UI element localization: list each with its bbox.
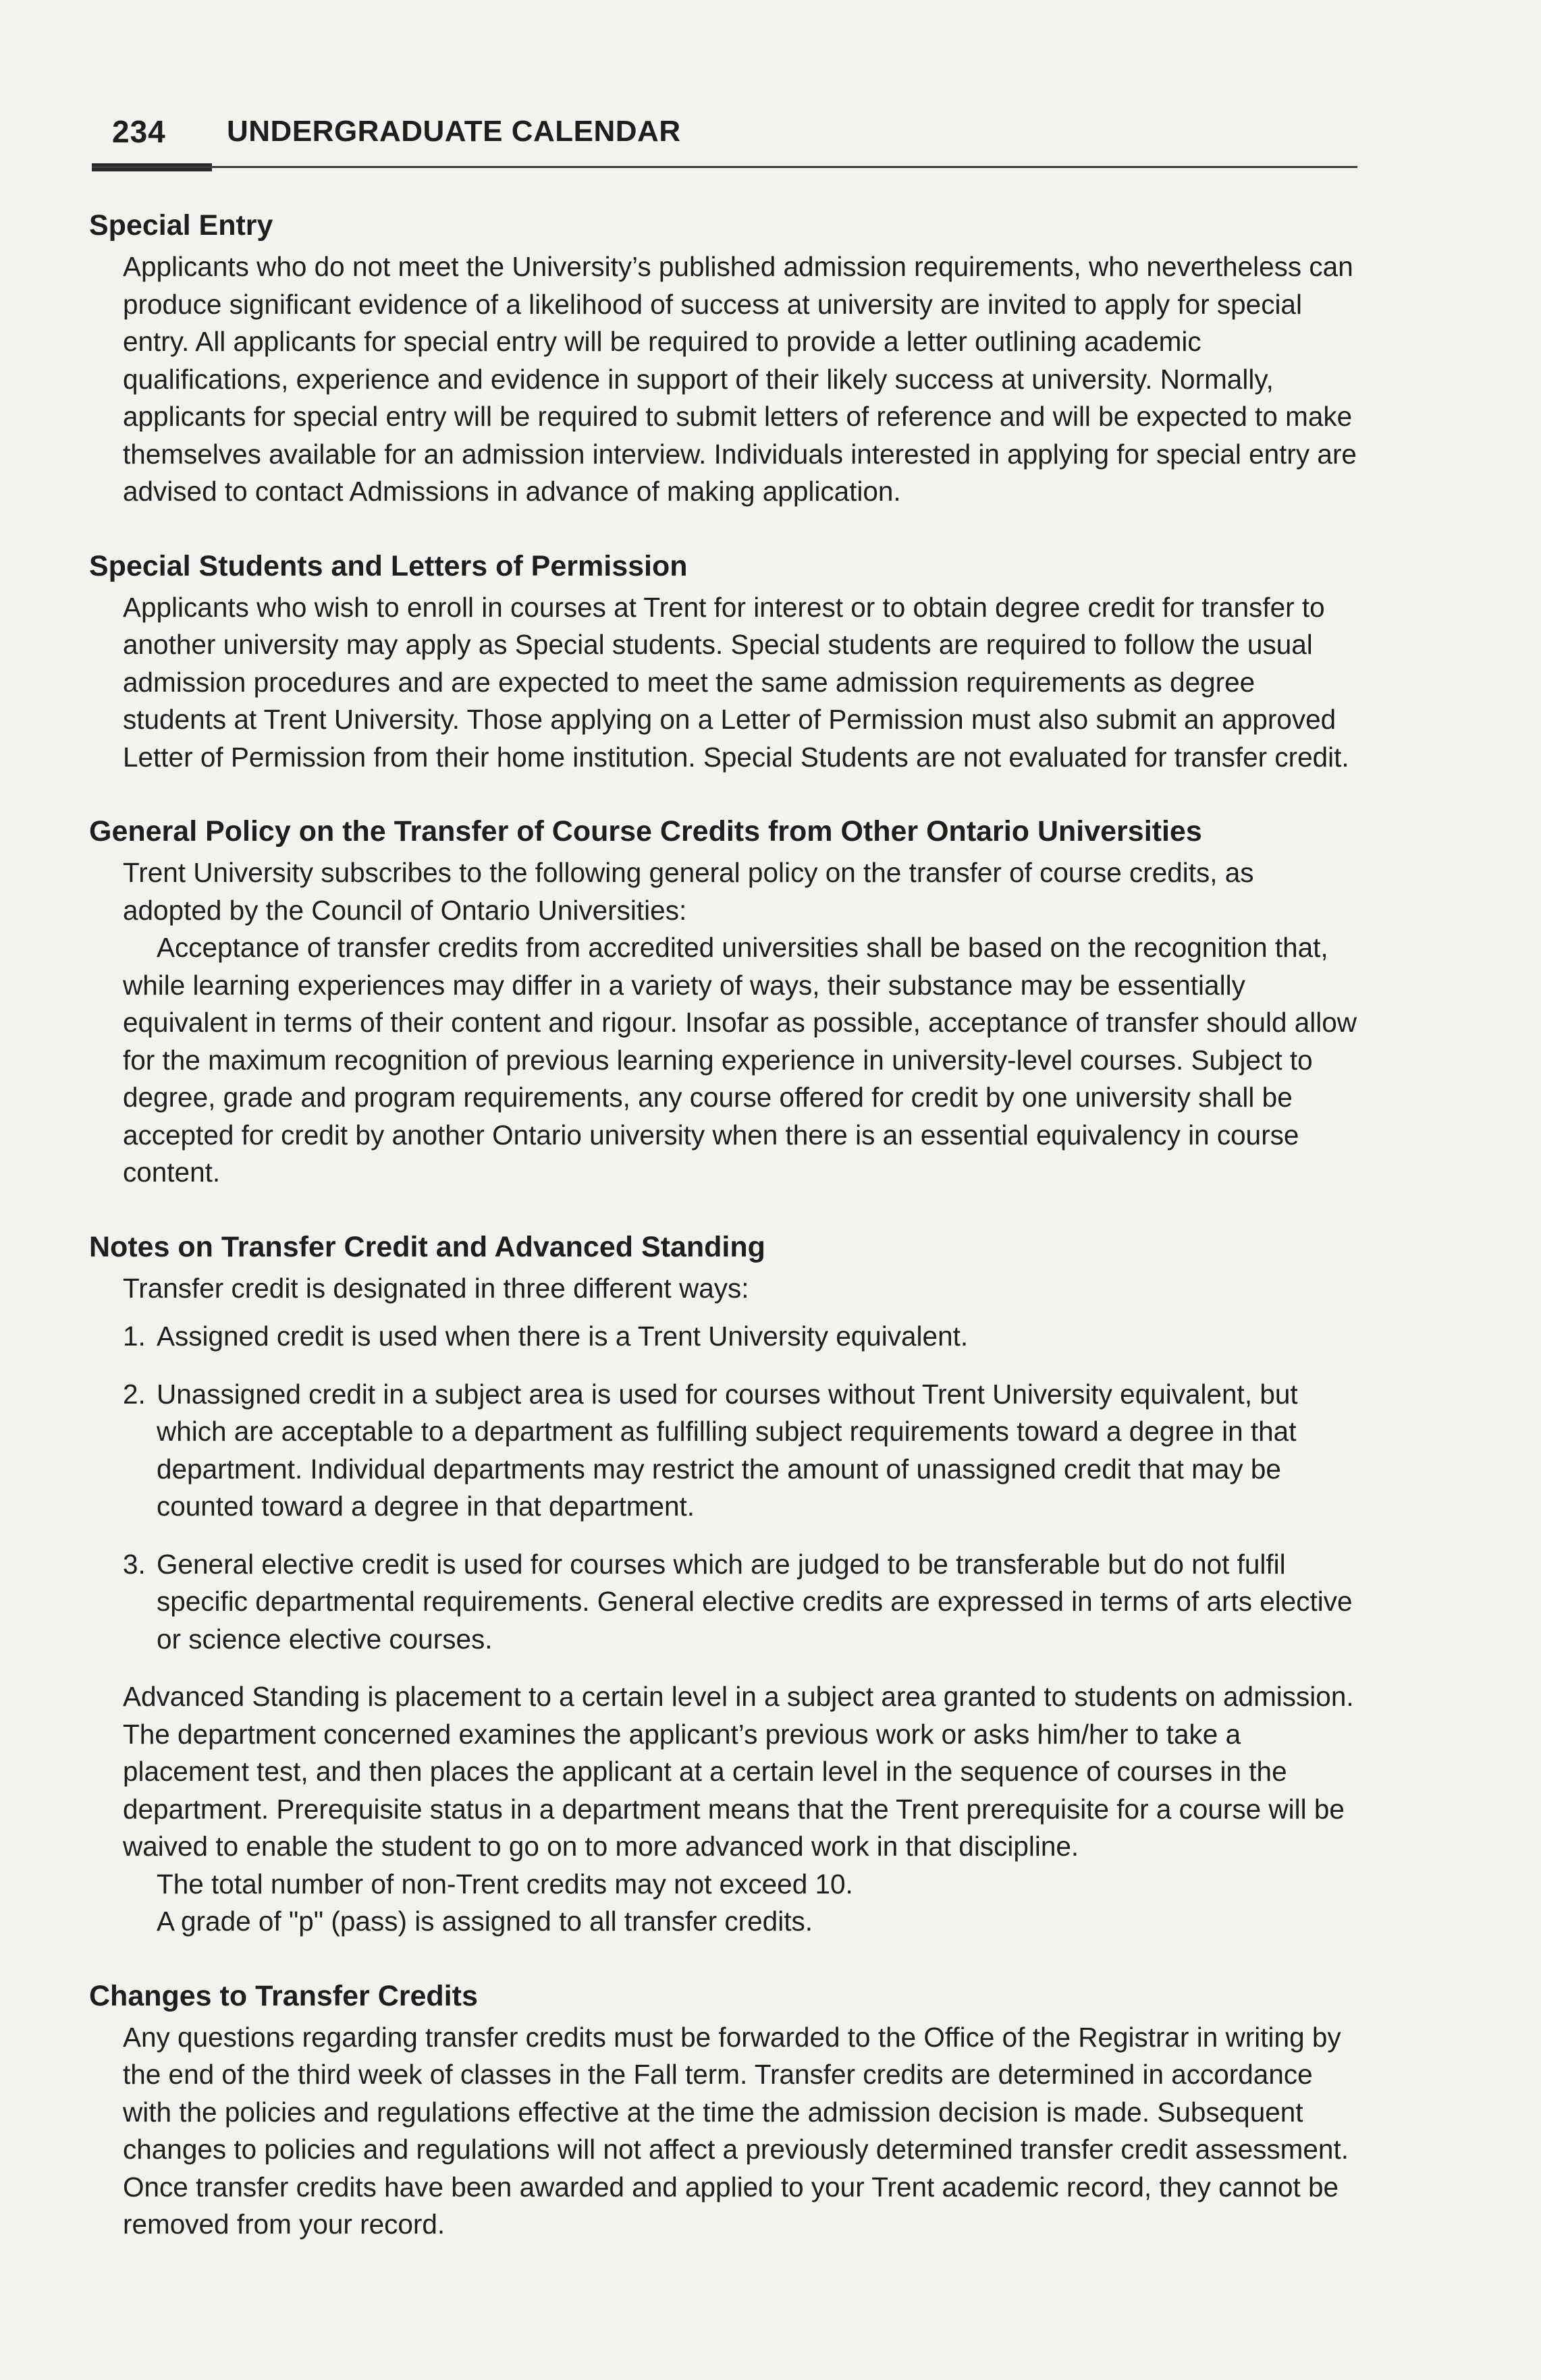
list-item-text: Unassigned credit in a subject area is used for courses without Trent University equivalent, but which are acceptable to a department as fulfilling subject requirements toward a degree in that department. Individual departments may restrict the amount of unassigned credit that may be counted toward a degree in that department.: [157, 1378, 1298, 1522]
section-notes-transfer: [89, 1228, 1358, 1941]
section-paragraph: Trent University subscribes to the following general policy on the transfer of course credits, as adopted by the Council of Ontario Universities:: [123, 857, 1254, 926]
page-header: [92, 107, 1357, 181]
header-title: UNDERGRADUATE CALENDAR: [227, 115, 681, 148]
section-heading: Changes to Transfer Credits: [89, 1979, 478, 2012]
section-changes: [89, 1977, 1358, 2244]
list-item: [89, 1376, 1358, 1526]
section-paragraph: Applicants who do not meet the University’s published admission requirements, who nevertheless can produce significant evidence of a likelihood of success at university are invited to apply for special entry. All applicants for special entry will be required to provide a letter outlining academic qualifications, experience and evidence in support of their likely success at university. Normally, applicants for special entry will be required to submit letters of reference and will be expected to make themselves available for an admission interview. Individuals interested in applying for special entry are advised to contact Admissions in advance of making application.: [123, 251, 1357, 507]
list-item: [89, 1318, 1358, 1356]
total-credits-note: The total number of non-Trent credits may not exceed 10.: [157, 1868, 853, 1900]
list-item-text: Assigned credit is used when there is a Trent University equivalent.: [157, 1321, 969, 1352]
page-content: [89, 206, 1358, 2280]
section-general-policy: [89, 812, 1358, 1192]
list-item-number: 3.: [123, 1548, 146, 1580]
header-rule: [92, 166, 1357, 168]
section-special-students: [89, 547, 1358, 777]
section-heading: Special Students and Letters of Permission: [89, 549, 688, 582]
policy-quote-paragraph: Acceptance of transfer credits from accredited universities shall be based on the recognition that, while learning experiences may differ in a variety of ways, their substance may be essentially equivalent in terms of their content and rigour. Insofar as possible, acceptance of transfer should allow for the maximum recognition of previous learning experience in university-level courses. Subject to degree, grade and program requirements, any course offered for credit by one university shall be accepted for credit by another Ontario university when there is an essential equivalency in course content.: [123, 932, 1357, 1188]
section-heading: General Policy on the Transfer of Course Credits from Other Ontario Universities: [89, 815, 1202, 848]
section-paragraph: Applicants who wish to enroll in courses at Trent for interest or to obtain degree credit for transfer to another university may apply as Special students. Special students are required to follow the usual admission procedures and are expected to meet the same admission requirements as degree students at Trent University. Those applying on a Letter of Permission must also submit an approved Letter of Permission from their home institution. Special Students are not evaluated for transfer credit.: [123, 591, 1349, 773]
list-item-number: 1.: [123, 1321, 146, 1352]
list-item-text: General elective credit is used for courses which are judged to be transferable but do not fulfil specific departmental requirements. General elective credits are expressed in terms of arts elective or science elective courses.: [157, 1548, 1353, 1655]
section-heading: Special Entry: [89, 209, 273, 242]
section-special-entry: [89, 206, 1358, 511]
transfer-credit-list: [89, 1318, 1358, 1658]
section-heading: Notes on Transfer Credit and Advanced Standing: [89, 1230, 765, 1263]
list-item: [89, 1546, 1358, 1659]
page-number: 234: [112, 114, 166, 149]
section-intro: Transfer credit is designated in three different ways:: [123, 1272, 749, 1304]
section-paragraph: Any questions regarding transfer credits must be forwarded to the Office of the Registrar in writing by the end of the third week of classes in the Fall term. Transfer credits are determined in accordance with the policies and regulations effective at the time the admission decision is made. Subsequent changes to policies and regulations will not affect a previously determined transfer credit assessment. Once transfer credits have been awarded and applied to your Trent academic record, they cannot be removed from your record.: [123, 2021, 1349, 2240]
list-item-number: 2.: [123, 1378, 146, 1410]
advanced-standing-paragraph: Advanced Standing is placement to a certain level in a subject area granted to students on admission. The department concerned examines the applicant’s previous work or asks him/her to take a placement test, and then places the applicant at a certain level in the sequence of courses in the department. Prerequisite status in a department means that the Trent prerequisite for a course will be waived to enable the student to go on to more advanced work in that discipline.: [123, 1681, 1354, 1862]
grade-note: A grade of "p" (pass) is assigned to all transfer credits.: [157, 1906, 813, 1937]
